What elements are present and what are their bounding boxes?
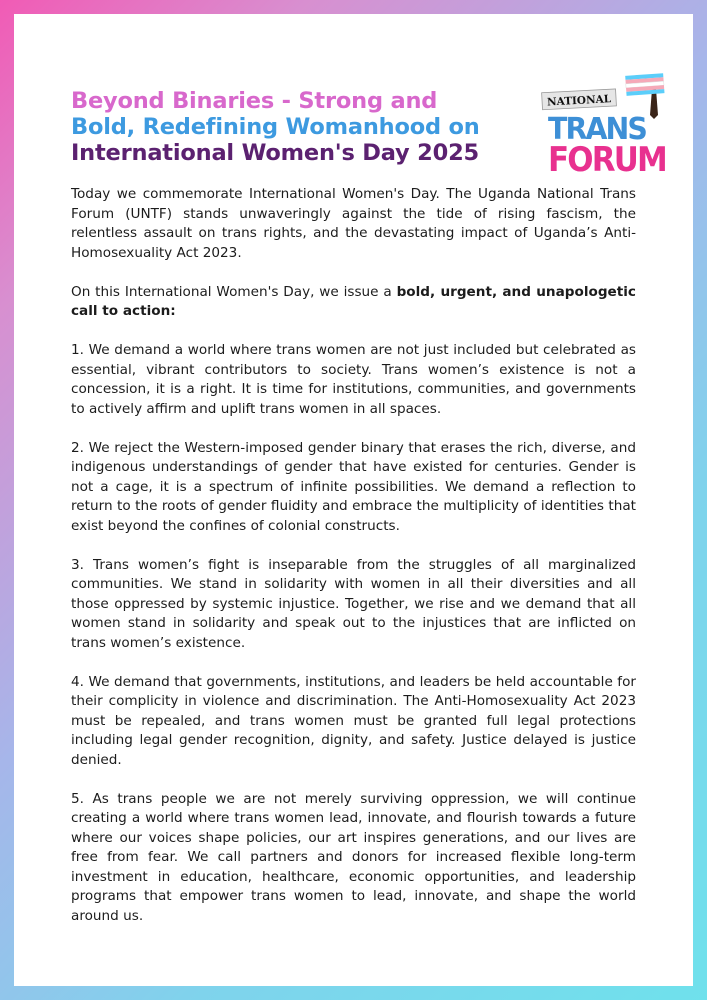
logo-forum-text: FORUM	[548, 140, 666, 175]
title-line-3: International Women's Day 2025	[71, 140, 479, 166]
national-trans-forum-logo	[528, 71, 668, 175]
demand-point-1: 1. We demand a world where trans women are not just included but celebrated as essential, vibrant contributors to society. Trans women’s existence is not a concession, it is a right. It is time for institutions, communities, and governments to actively affirm and uplift trans women in all spaces.	[71, 342, 636, 417]
trans-flag-icon	[625, 73, 664, 96]
document-page	[14, 14, 693, 986]
demand-point-4: 4. We demand that governments, institutions, and leaders be held accountable for their complicity in violence and discrimination. The Anti-Homosexuality Act 2023 must be repealed, and trans women must be granted full legal protections including legal gender recognition, dignity, and safety. Justice delayed is justice denied.	[71, 673, 636, 768]
national-banner	[542, 89, 617, 110]
call-to-action-bold: bold, urgent, and unapologetic call to action:	[71, 283, 636, 319]
demand-point-2: 2. We reject the Western-imposed gender binary that erases the rich, diverse, and indigenous understandings of gender that have existed for centuries. Gender is not a cage, it is a spectrum of infinite possibilities. We demand a reflection to return to the roots of gender fluidity and embrace the multiplicity of identities that exist beyond the confines of colonial constructs.	[71, 439, 636, 534]
logo-trans-text: TRANS	[548, 112, 647, 147]
demand-point-3: 3. Trans women’s fight is inseparable from the struggles of all marginalized communities. We stand in solidarity with women in all their diversities and all those oppressed by systemic injustice. Together, we rise and we demand that all women stand in solidarity and speak out to the injustices that are inflicted on trans women’s existence.	[71, 556, 636, 651]
logo-banner-text: NATIONAL	[546, 93, 612, 109]
title-line-2: Bold, Redefining Womanhood on	[71, 114, 480, 140]
call-prefix: On this International Women's Day, we issue a	[71, 283, 397, 300]
demand-point-5: 5. As trans people we are not merely surviving oppression, we will continue creating a world where trans women lead, innovate, and flourish towards a future where our voices shape policies, our art inspires generations, and our lives are free from fear. We call partners and donors for increased flexible long-term investment in education, healthcare, economic opportunities, and leadership programs that empower trans women to lead, innovate, and shape the world around us.	[71, 790, 636, 924]
call-to-action-paragraph	[71, 283, 636, 322]
statement-body	[71, 185, 636, 946]
page-title	[71, 88, 521, 166]
intro-paragraph: Today we commemorate International Women's Day. The Uganda National Trans Forum (UNTF) stands unwaveringly against the tide of rising fascism, the relentless assault on trans rights, and the devastating impact of Uganda’s Anti-Homosexuality Act 2023.	[71, 186, 636, 261]
title-line-1: Beyond Binaries - Strong and	[71, 88, 438, 114]
